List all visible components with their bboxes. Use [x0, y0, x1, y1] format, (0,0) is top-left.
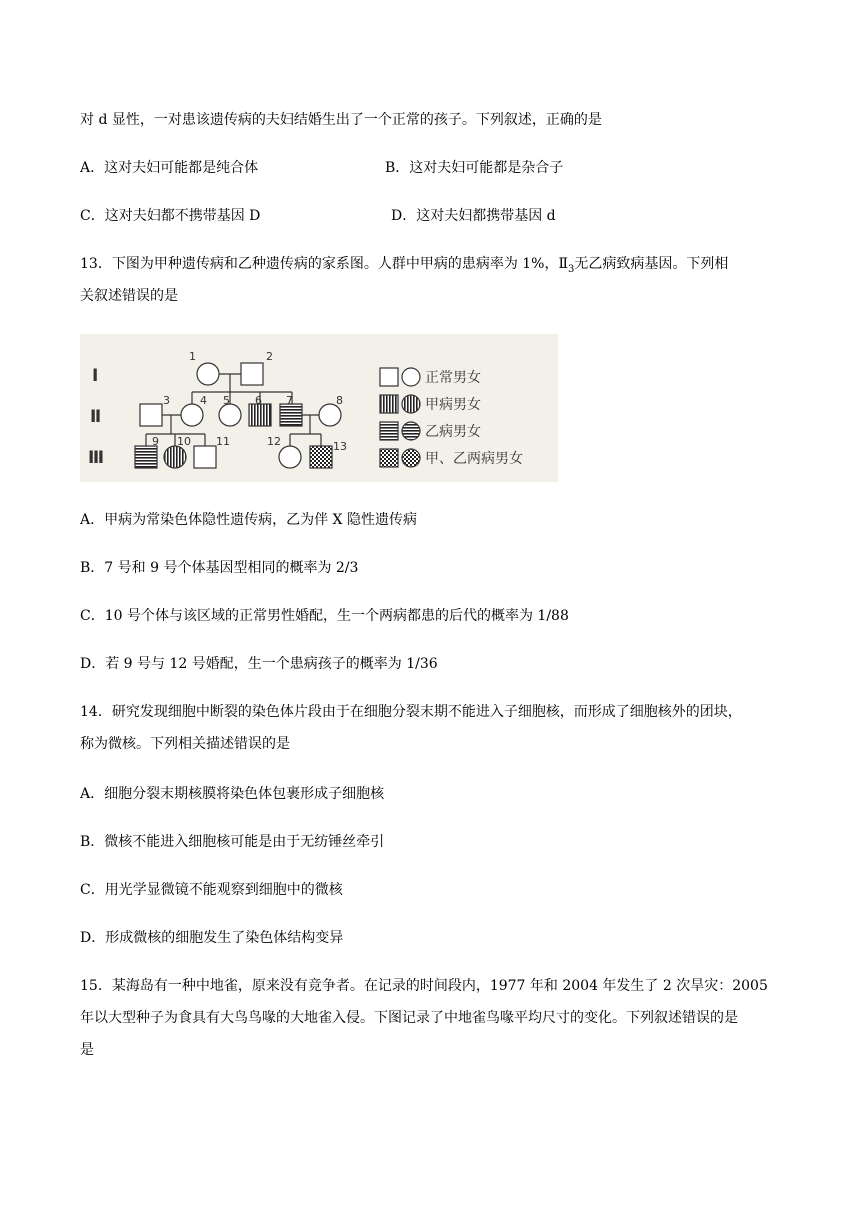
q14-option-a: A．细胞分裂末期核膜将染色体包裹形成子细胞核	[80, 786, 385, 802]
q15-stem-line2: 年以大型种子为食具有大鸟鸟喙的大地雀入侵。下图记录了中地雀鸟喙平均尺寸的变化。下列叙述错误的是	[80, 1010, 738, 1026]
q13-option-b: B．7 号和 9 号个体基因型相同的概率为 2/3	[80, 560, 359, 576]
q14-stem-line2: 称为微核。下列相关描述错误的是	[80, 736, 290, 752]
number-4: 4	[200, 394, 207, 407]
individual-11	[194, 446, 216, 468]
individual-4	[181, 404, 203, 426]
individual-6	[249, 404, 271, 426]
q14-option-b: B．微核不能进入细胞核可能是由于无纺锤丝牵引	[80, 834, 385, 850]
q15-stem-line3: 是	[80, 1042, 94, 1058]
q14-option-d: D．形成微核的细胞发生了染色体结构变异	[80, 930, 344, 946]
individual-9	[135, 446, 157, 468]
number-10: 10	[177, 435, 191, 448]
individual-10	[164, 446, 186, 468]
number-11: 11	[216, 435, 230, 448]
q13-option-c: C．10 号个体与该区域的正常男性婚配，生一个两病都患的后代的概率为 1/88	[80, 608, 569, 624]
q13-stem-line1: 13．下图为甲种遗传病和乙种遗传病的家系图。人群中甲病的患病率为 1%，$Ⅱ_3$无乙病致病基因。下列相	[80, 256, 729, 275]
individual-8	[319, 404, 341, 426]
legend-both: 甲、乙两病男女	[425, 451, 523, 467]
q14-stem-line1: 14．研究发现细胞中断裂的染色体片段由于在细胞分裂末期不能进入子细胞核，而形成了细胞核外的团块，	[80, 704, 742, 720]
individual-7	[280, 404, 302, 426]
number-12: 12	[267, 435, 281, 448]
q12-option-a: A．这对夫妇可能都是纯合体	[80, 160, 259, 176]
individual-13	[310, 446, 332, 468]
pedigree-figure	[80, 334, 558, 482]
number-1: 1	[189, 350, 196, 363]
legend	[380, 368, 420, 467]
number-9: 9	[152, 435, 159, 448]
legend-disease-b: 乙病男女	[425, 424, 481, 440]
number-7: 7	[286, 394, 293, 407]
q12-option-d: D．这对夫妇都携带基因 d	[391, 208, 556, 224]
number-3: 3	[163, 394, 170, 407]
individual-2	[241, 363, 263, 385]
legend-normal: 正常男女	[425, 370, 481, 386]
q12-option-b: B．这对夫妇可能都是杂合子	[385, 160, 564, 176]
q13-stem-line2: 关叙述错误的是	[80, 288, 178, 304]
number-8: 8	[336, 394, 343, 407]
q14-option-c: C．用光学显微镜不能观察到细胞中的微核	[80, 882, 343, 898]
number-13: 13	[333, 440, 347, 453]
generation-label-1: Ⅰ	[92, 366, 99, 386]
q12-option-c: C．这对夫妇都不携带基因 D	[80, 208, 261, 224]
q12-stem-end: 对 d 显性，一对患该遗传病的夫妇结婚生出了一个正常的孩子。下列叙述，正确的是	[80, 112, 602, 128]
q15-stem-line1: 15．某海岛有一种中地雀，原来没有竞争者。在记录的时间段内，1977 年和 2004 年发生了 2 次旱灾：2005	[80, 978, 768, 994]
individual-1	[197, 363, 219, 385]
pedigree-chart	[80, 334, 558, 482]
number-6: 6	[255, 394, 262, 407]
individual-5	[219, 404, 241, 426]
q13-option-d: D．若 9 号与 12 号婚配，生一个患病孩子的概率为 1/36	[80, 656, 438, 672]
number-2: 2	[266, 350, 273, 363]
number-5: 5	[223, 394, 230, 407]
legend-disease-a: 甲病男女	[425, 397, 481, 413]
individual-12	[279, 446, 301, 468]
generation-label-3: Ⅲ	[88, 448, 105, 468]
individual-3	[140, 404, 162, 426]
q13-option-a: A．甲病为常染色体隐性遗传病，乙为伴 X 隐性遗传病	[80, 512, 417, 528]
generation-label-2: Ⅱ	[90, 407, 102, 427]
